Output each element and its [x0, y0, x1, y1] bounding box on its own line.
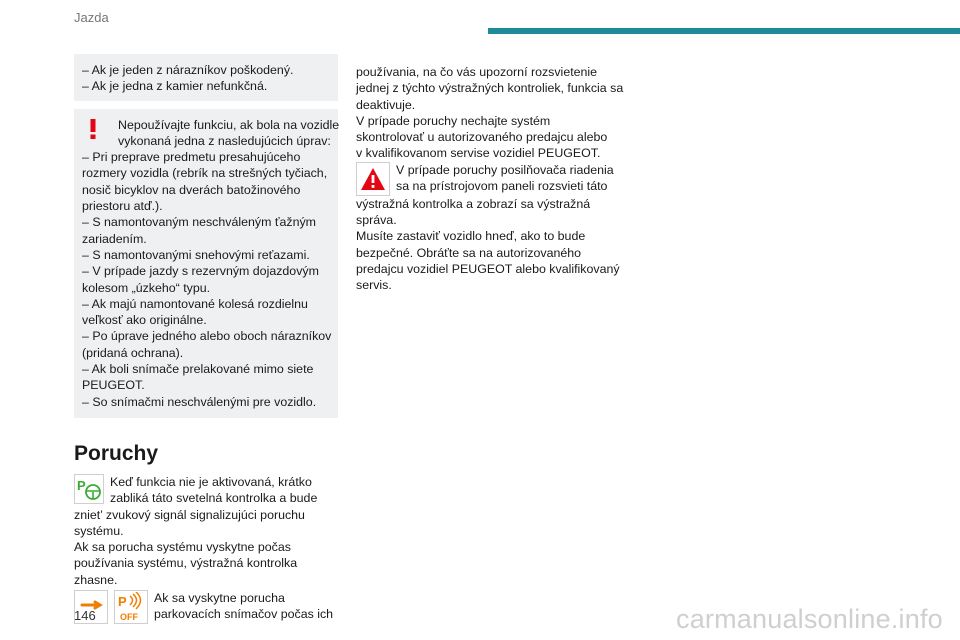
box2-line: – Ak majú namontované kolesá rozdielnu: [82, 296, 308, 311]
fault-paragraph-2: [74, 590, 338, 623]
header-section-title: Jazda: [74, 10, 109, 25]
fault-text-line: Ak sa vyskytne porucha: [154, 591, 285, 606]
fault-text-line: zniet’ zvukový signál signalizujúci poruchu: [74, 507, 305, 522]
box2-line: – V prípade jazdy s rezervným dojazdovým: [82, 264, 319, 279]
fault-text-line: používania systému, výstražná kontrolka: [74, 556, 298, 571]
right-text-line: používania, na čo vás upozorní rozsvietenie: [356, 65, 598, 79]
box2-line: priestoru atď.).: [82, 199, 163, 214]
box2-line: – S namontovanými snehovými reťazami.: [82, 247, 310, 262]
right-text-line: výstražná kontrolka a zobrazí sa výstražná: [356, 196, 591, 211]
right-text-line: servis.: [356, 278, 392, 293]
box2-line: kolesom „úzkeho“ typu.: [82, 280, 211, 295]
right-text-line: V prípade poruchy posilňovača riadenia: [396, 162, 614, 177]
box2-line: – S namontovaným neschváleným ťažným: [82, 215, 316, 230]
warning-intro: [82, 117, 340, 150]
box1-line: – Ak je jedna z kamier nefunkčná.: [82, 79, 268, 94]
right-column: [356, 64, 624, 294]
box2-line: – Po úprave jedného alebo oboch nárazníkov: [82, 329, 332, 344]
exclamation-warning-icon: [90, 119, 96, 139]
warning-box: [74, 109, 338, 418]
box2-line: – Pri preprave predmetu presahujúceho: [82, 150, 301, 165]
box2-line: – Ak boli snímače prelakované mimo siete: [82, 362, 314, 377]
box2-line: rozmery vozidla (rebrík na strešných tyčiach,: [82, 166, 328, 181]
fault-paragraph-1: [74, 474, 338, 588]
page-number: 146: [74, 608, 96, 623]
fault-text-line: systému.: [74, 523, 124, 538]
watermark: carmanualsonline.info: [676, 604, 943, 634]
right-text-line: Musíte zastaviť vozidlo hneď, ako to bude: [356, 229, 586, 244]
warning-line: vykonaná jedna z nasledujúcich úprav:: [118, 133, 331, 148]
box2-line: (pridaná ochrana).: [82, 345, 184, 360]
warning-line: Nepoužívajte funkciu, ak bola na vozidle: [118, 117, 340, 132]
fault-text-line: parkovacích snímačov počas ich: [154, 607, 334, 622]
section-title-faults: Poruchy: [74, 441, 159, 465]
left-column: [74, 0, 338, 624]
svg-text:P: P: [118, 594, 127, 610]
right-text-line: jednej z týchto výstražných kontroliek, funkcia sa: [356, 81, 624, 96]
right-text-line: V prípade poruchy nechajte systém: [356, 113, 551, 128]
header-accent-bar: [488, 28, 960, 34]
svg-text:P: P: [77, 477, 86, 493]
right-text-line: deaktivuje.: [356, 97, 416, 112]
box2-line: zariadením.: [82, 231, 147, 246]
box1-line: – Ak je jeden z nárazníkov poškodený.: [82, 63, 294, 77]
steering-fault-paragraph: [356, 162, 624, 294]
box2-line: veľkosť ako originálne.: [82, 313, 207, 328]
fault-text-line: Ak sa porucha systému vyskytne počas: [74, 540, 291, 555]
park-sensor-off-icon: [114, 590, 148, 624]
box2-line: – So snímačmi neschválenými pre vozidlo.: [82, 394, 317, 409]
off-label: OFF: [120, 612, 138, 623]
red-warning-triangle-icon: [356, 162, 390, 196]
right-text-line: predajcu vozidiel PEUGEOT alebo kvalifikovaný: [356, 261, 620, 276]
box2-line: nosič bicyklov na dverách batožinového: [82, 182, 301, 197]
park-assist-green-icon: [74, 474, 104, 504]
box2-line: PEUGEOT.: [82, 378, 145, 393]
fault-text-line: zabliká táto svetelná kontrolka a bude: [110, 491, 318, 506]
right-text-line: bezpečné. Obráťte sa na autorizovaného: [356, 245, 582, 260]
right-text-line: v kvalifikovanom servise vozidiel PEUGEOT.: [356, 146, 601, 161]
right-text-line: správa.: [356, 213, 397, 228]
fault-text-line: Keď funkcia nie je aktivovaná, krátko: [110, 474, 312, 489]
right-text-line: sa na prístrojovom paneli rozsvieti táto: [396, 179, 608, 194]
fault-text-line: zhasne.: [74, 572, 118, 587]
right-text-line: skontrolovať u autorizovaného predajcu alebo: [356, 130, 608, 145]
conditions-box: [74, 54, 338, 101]
